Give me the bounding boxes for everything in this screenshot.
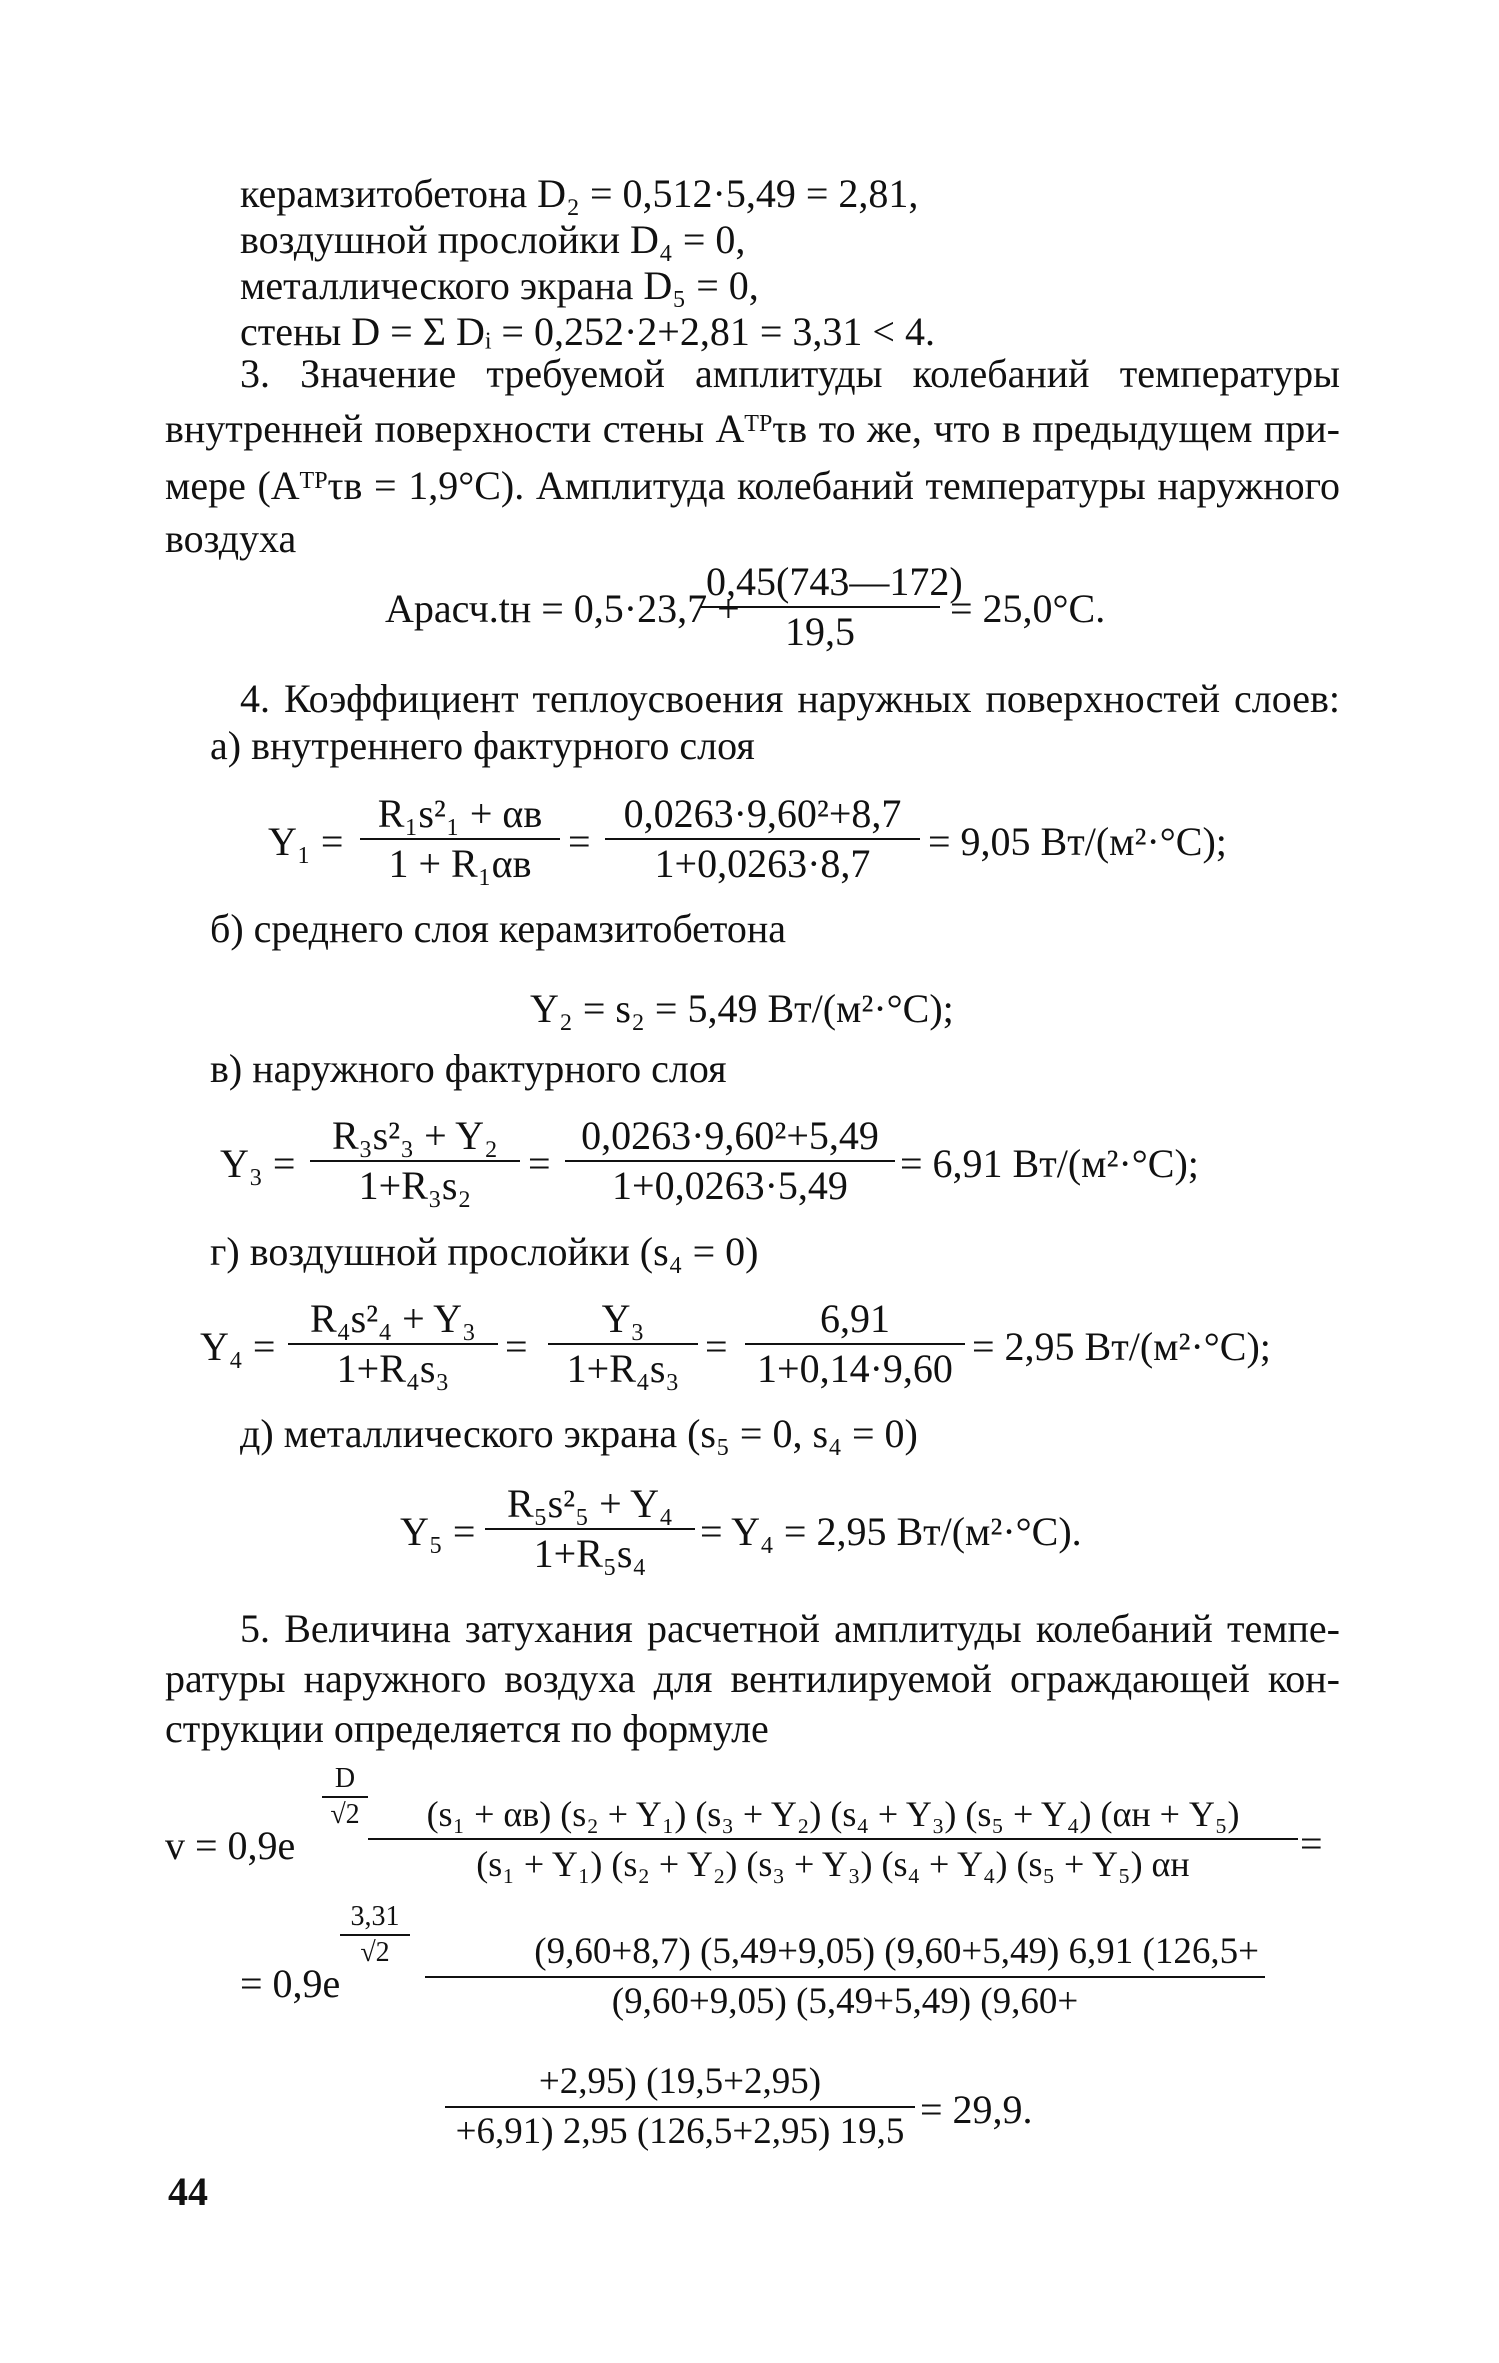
denominator: 1+R₄s₃: [566, 1346, 680, 1391]
denominator: √2: [360, 1937, 390, 1968]
denominator: 1+0,0263·5,49: [612, 1163, 848, 1208]
fraction: [288, 1295, 498, 1393]
numerator: Y₃: [548, 1295, 698, 1345]
paragraph-line: воздуха: [165, 516, 297, 561]
paragraph-line: мере (Aᵀᴾτв = 1,9°C). Амплитуда колебаний температуры наружного: [165, 463, 1340, 508]
page-number: 44: [168, 2169, 208, 2214]
numerator: R₃s²₃ + Y₂: [310, 1112, 520, 1162]
equation: Y₂ = s₂ = 5,49 Вт/(м²·°C);: [530, 986, 954, 1031]
text-line: металлического экрана D₅ = 0,: [240, 263, 759, 308]
fraction: [700, 558, 963, 656]
exponent-fraction: [322, 1762, 368, 1832]
equation-rhs: = 9,05 Вт/(м²·°C);: [928, 819, 1227, 864]
numerator: 0,0263·9,60²+8,7: [605, 790, 920, 840]
fraction: [745, 1295, 965, 1393]
paragraph-line: в) наружного фактурного слоя: [210, 1046, 727, 1091]
equation-rhs: = 2,95 Вт/(м²·°C);: [972, 1324, 1271, 1369]
text-line: стены D = Σ Dᵢ = 0,252·2+2,81 = 3,31 < 4.: [240, 309, 935, 354]
denominator: +6,91) 2,95 (126,5+2,95) 19,5: [455, 2111, 905, 2152]
equals-sign: =: [1300, 1821, 1323, 1866]
paragraph-line: ратуры наружного воздуха для вентилируемой ограждающей кон-: [165, 1656, 1340, 1701]
fraction: [368, 1790, 1298, 1888]
denominator: 1+R₃s₂: [358, 1163, 472, 1208]
equation-lhs: = 0,9e: [240, 1961, 341, 2006]
exponent-fraction: [340, 1900, 410, 1970]
fraction: [565, 1112, 895, 1210]
numerator: R₄s²₄ + Y₃: [288, 1295, 498, 1345]
numerator: D: [322, 1762, 368, 1798]
numerator: 0,45(743—172): [700, 558, 940, 608]
paragraph-line: 4. Коэффициент теплоусвоения наружных поверхностей слоев:: [240, 676, 1340, 721]
numerator: R₁s²₁ + αв: [360, 790, 560, 840]
equation-lhs: v = 0,9e: [165, 1823, 296, 1868]
denominator: (s₁ + Y₁) (s₂ + Y₂) (s₃ + Y₃) (s₄ + Y₄) (s₅ + Y₅) αн: [476, 1844, 1190, 1884]
numerator: 6,91: [745, 1295, 965, 1345]
fraction: [310, 1112, 520, 1210]
equation-rhs: = 6,91 Вт/(м²·°C);: [900, 1141, 1199, 1186]
denominator: 1+R₅s₄: [533, 1531, 647, 1576]
numerator: R₅s²₅ + Y₄: [485, 1480, 695, 1530]
equation-rhs: = Y₄ = 2,95 Вт/(м²·°C).: [700, 1509, 1082, 1554]
paragraph-line: г) воздушной прослойки (s₄ = 0): [210, 1229, 759, 1274]
denominator: 19,5: [785, 609, 855, 654]
equals-sign: =: [568, 819, 591, 864]
fraction: [445, 2058, 915, 2156]
paragraph-line: д) металлического экрана (s₅ = 0, s₄ = 0): [240, 1411, 918, 1456]
numerator: (9,60+8,7) (5,49+9,05) (9,60+5,49) 6,91 (126,5+: [425, 1928, 1265, 1978]
denominator: 1+0,14·9,60: [757, 1346, 953, 1391]
fraction: [425, 1928, 1265, 2026]
equation-lhs: Y₁ =: [268, 819, 344, 864]
equation-lhs: Aрасч.tн = 0,5·23,7 +: [385, 586, 740, 631]
equals-sign: =: [705, 1324, 728, 1369]
denominator: √2: [330, 1799, 360, 1830]
equation-lhs: Y₃ =: [220, 1141, 296, 1186]
numerator: +2,95) (19,5+2,95): [445, 2058, 915, 2108]
equals-sign: =: [505, 1324, 528, 1369]
fraction: [548, 1295, 698, 1393]
denominator: 1+R₄s₃: [336, 1346, 450, 1391]
paragraph-line: 3. Значение требуемой амплитуды колебаний температуры: [240, 351, 1340, 396]
paragraph-line: б) среднего слоя керамзитобетона: [210, 906, 787, 951]
paragraph-line: 5. Величина затухания расчетной амплитуды колебаний темпе-: [240, 1606, 1340, 1651]
equals-sign: =: [528, 1141, 551, 1186]
numerator: 3,31: [340, 1900, 410, 1936]
denominator: 1 + R₁αв: [388, 841, 532, 886]
fraction: [605, 790, 920, 888]
equation-lhs: Y₄ =: [200, 1324, 276, 1369]
equation-rhs: = 29,9.: [920, 2087, 1033, 2132]
paragraph-line: а) внутреннего фактурного слоя: [210, 723, 755, 768]
fraction: [360, 790, 560, 888]
text-line: воздушной прослойки D₄ = 0,: [240, 217, 746, 262]
equation-rhs: = 25,0°C.: [950, 586, 1106, 631]
denominator: (9,60+9,05) (5,49+5,49) (9,60+: [611, 1981, 1079, 2022]
paragraph-line: внутренней поверхности стены Aᵀᴾτв то же, что в предыдущем при-: [165, 406, 1340, 451]
numerator: (s₁ + αв) (s₂ + Y₁) (s₃ + Y₂) (s₄ + Y₃) (s₅ + Y₄) (αн + Y₅): [368, 1790, 1298, 1840]
fraction: [485, 1480, 695, 1578]
paragraph-line: струкции определяется по формуле: [165, 1706, 769, 1751]
text-line: керамзитобетона D₂ = 0,512·5,49 = 2,81,: [240, 171, 919, 216]
denominator: 1+0,0263·8,7: [654, 841, 871, 886]
numerator: 0,0263·9,60²+5,49: [565, 1112, 895, 1162]
equation-lhs: Y₅ =: [400, 1509, 476, 1554]
